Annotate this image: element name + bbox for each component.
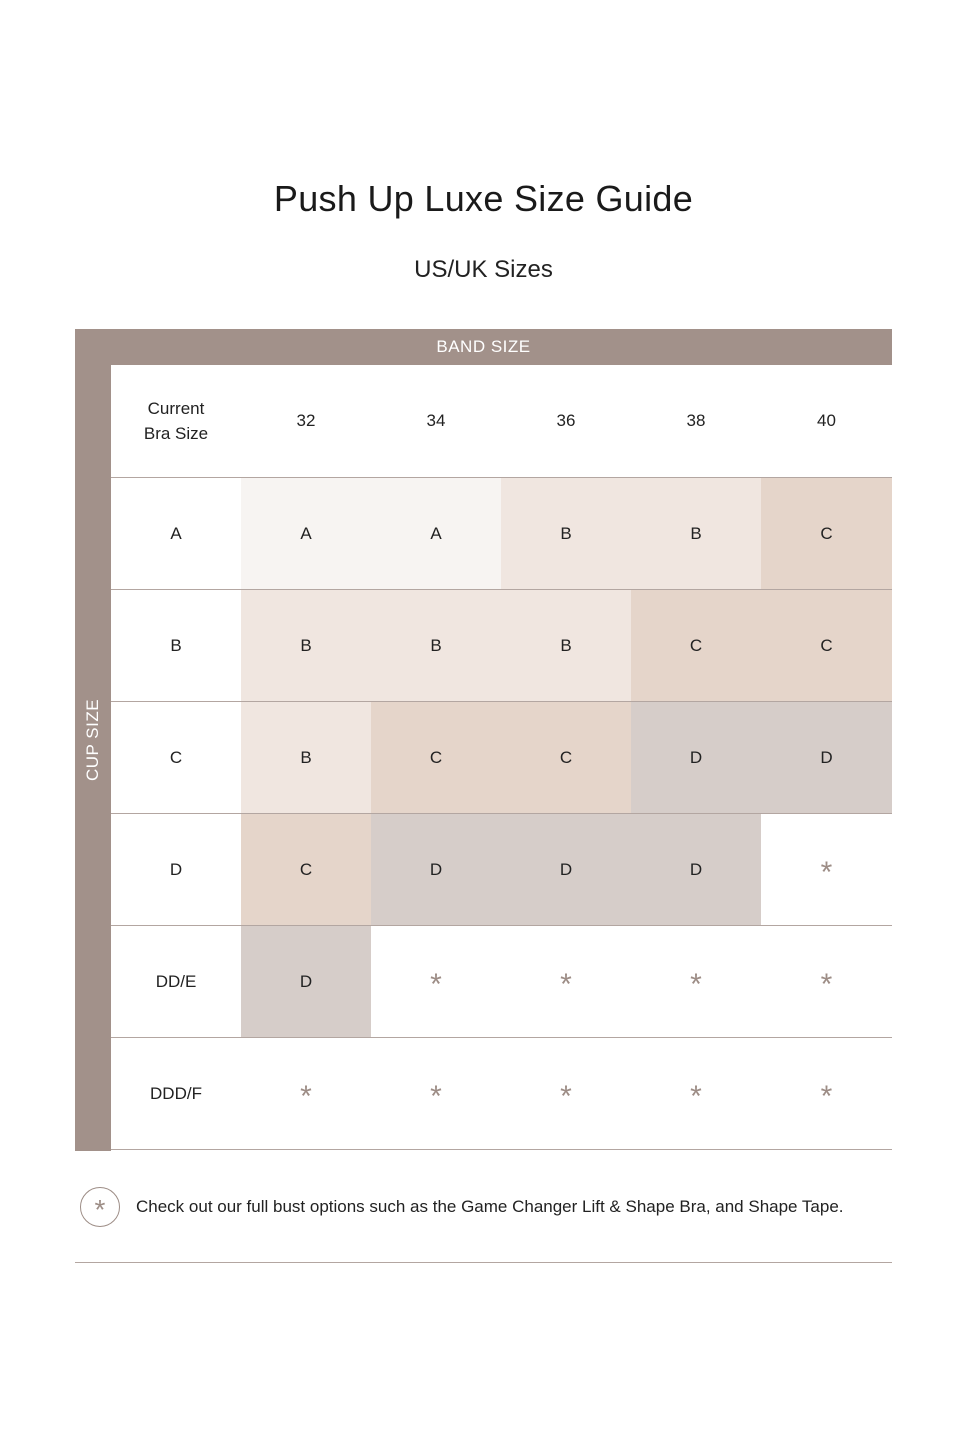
cup-size-label: CUP SIZE bbox=[83, 698, 102, 782]
asterisk-icon bbox=[371, 1038, 501, 1149]
current-size-header bbox=[111, 365, 241, 477]
asterisk-icon bbox=[371, 926, 501, 1037]
asterisk-glyph: * bbox=[820, 855, 833, 889]
size-cell: D bbox=[501, 814, 631, 925]
table-row bbox=[111, 589, 892, 701]
band-header-40: 40 bbox=[817, 411, 836, 430]
size-cell: C bbox=[631, 590, 761, 701]
current-size-header-line2: Bra Size bbox=[143, 424, 209, 443]
size-cell: B bbox=[501, 590, 631, 701]
size-cell: C bbox=[761, 478, 892, 589]
asterisk-glyph: * bbox=[300, 1079, 312, 1113]
asterisk-icon bbox=[761, 926, 892, 1037]
bottom-divider bbox=[75, 1262, 892, 1263]
size-cell: D bbox=[241, 926, 371, 1037]
table-body bbox=[111, 477, 892, 1150]
asterisk-icon bbox=[631, 926, 761, 1037]
band-header-36: 36 bbox=[556, 411, 576, 430]
band-header-38: 38 bbox=[686, 411, 706, 430]
current-cup-cell: DDD/F bbox=[150, 1083, 202, 1103]
size-cell: D bbox=[631, 814, 761, 925]
asterisk-icon bbox=[631, 1038, 761, 1149]
page-subtitle: US/UK Sizes bbox=[414, 256, 553, 283]
page-title: Push Up Luxe Size Guide bbox=[273, 178, 694, 219]
table-row bbox=[111, 925, 892, 1037]
footnote-text: Check out our full bust options such as the Game Changer Lift & Shape Bra, and Shape Tape. bbox=[136, 1197, 844, 1216]
band-header-32: 32 bbox=[296, 411, 316, 430]
size-cell: B bbox=[631, 478, 761, 589]
asterisk-glyph: * bbox=[690, 967, 702, 1001]
size-cell: C bbox=[501, 702, 631, 813]
current-cup-cell: DD/E bbox=[155, 971, 197, 991]
current-size-header-line1: Current bbox=[147, 399, 205, 418]
size-cell: B bbox=[241, 702, 371, 813]
size-cell: B bbox=[501, 478, 631, 589]
current-cup-cell: C bbox=[169, 747, 183, 767]
asterisk-glyph: * bbox=[430, 1079, 442, 1113]
size-cell: B bbox=[371, 590, 501, 701]
table-row bbox=[111, 477, 892, 589]
asterisk-glyph: * bbox=[820, 967, 833, 1001]
asterisk-icon bbox=[501, 1038, 631, 1149]
asterisk-icon: * bbox=[80, 1187, 120, 1227]
size-cell: B bbox=[241, 590, 371, 701]
band-header-34: 34 bbox=[426, 411, 446, 430]
current-cup-cell: D bbox=[169, 859, 183, 879]
size-cell: C bbox=[761, 590, 892, 701]
size-table bbox=[111, 365, 892, 1150]
size-cell: A bbox=[371, 478, 501, 589]
size-cell: D bbox=[371, 814, 501, 925]
size-cell: D bbox=[631, 702, 761, 813]
table-row bbox=[111, 1037, 892, 1150]
asterisk-glyph: * bbox=[560, 967, 572, 1001]
asterisk-glyph: * bbox=[690, 1079, 702, 1113]
asterisk-glyph: * bbox=[820, 1079, 833, 1113]
asterisk-icon bbox=[501, 926, 631, 1037]
size-cell: C bbox=[241, 814, 371, 925]
table-header-row bbox=[111, 365, 892, 477]
footnote bbox=[80, 1185, 892, 1229]
asterisk-glyph: * bbox=[560, 1079, 572, 1113]
asterisk-icon bbox=[241, 1038, 371, 1149]
band-size-bar: BAND SIZE bbox=[75, 329, 892, 365]
size-cell: D bbox=[761, 702, 892, 813]
current-cup-cell: B bbox=[170, 635, 182, 655]
size-cell: A bbox=[241, 478, 371, 589]
table-row bbox=[111, 701, 892, 813]
current-cup-cell: A bbox=[170, 523, 182, 543]
asterisk-glyph: * bbox=[430, 967, 442, 1001]
asterisk-icon bbox=[761, 1038, 892, 1149]
table-row bbox=[111, 813, 892, 925]
size-cell: C bbox=[371, 702, 501, 813]
asterisk-icon bbox=[761, 814, 892, 925]
